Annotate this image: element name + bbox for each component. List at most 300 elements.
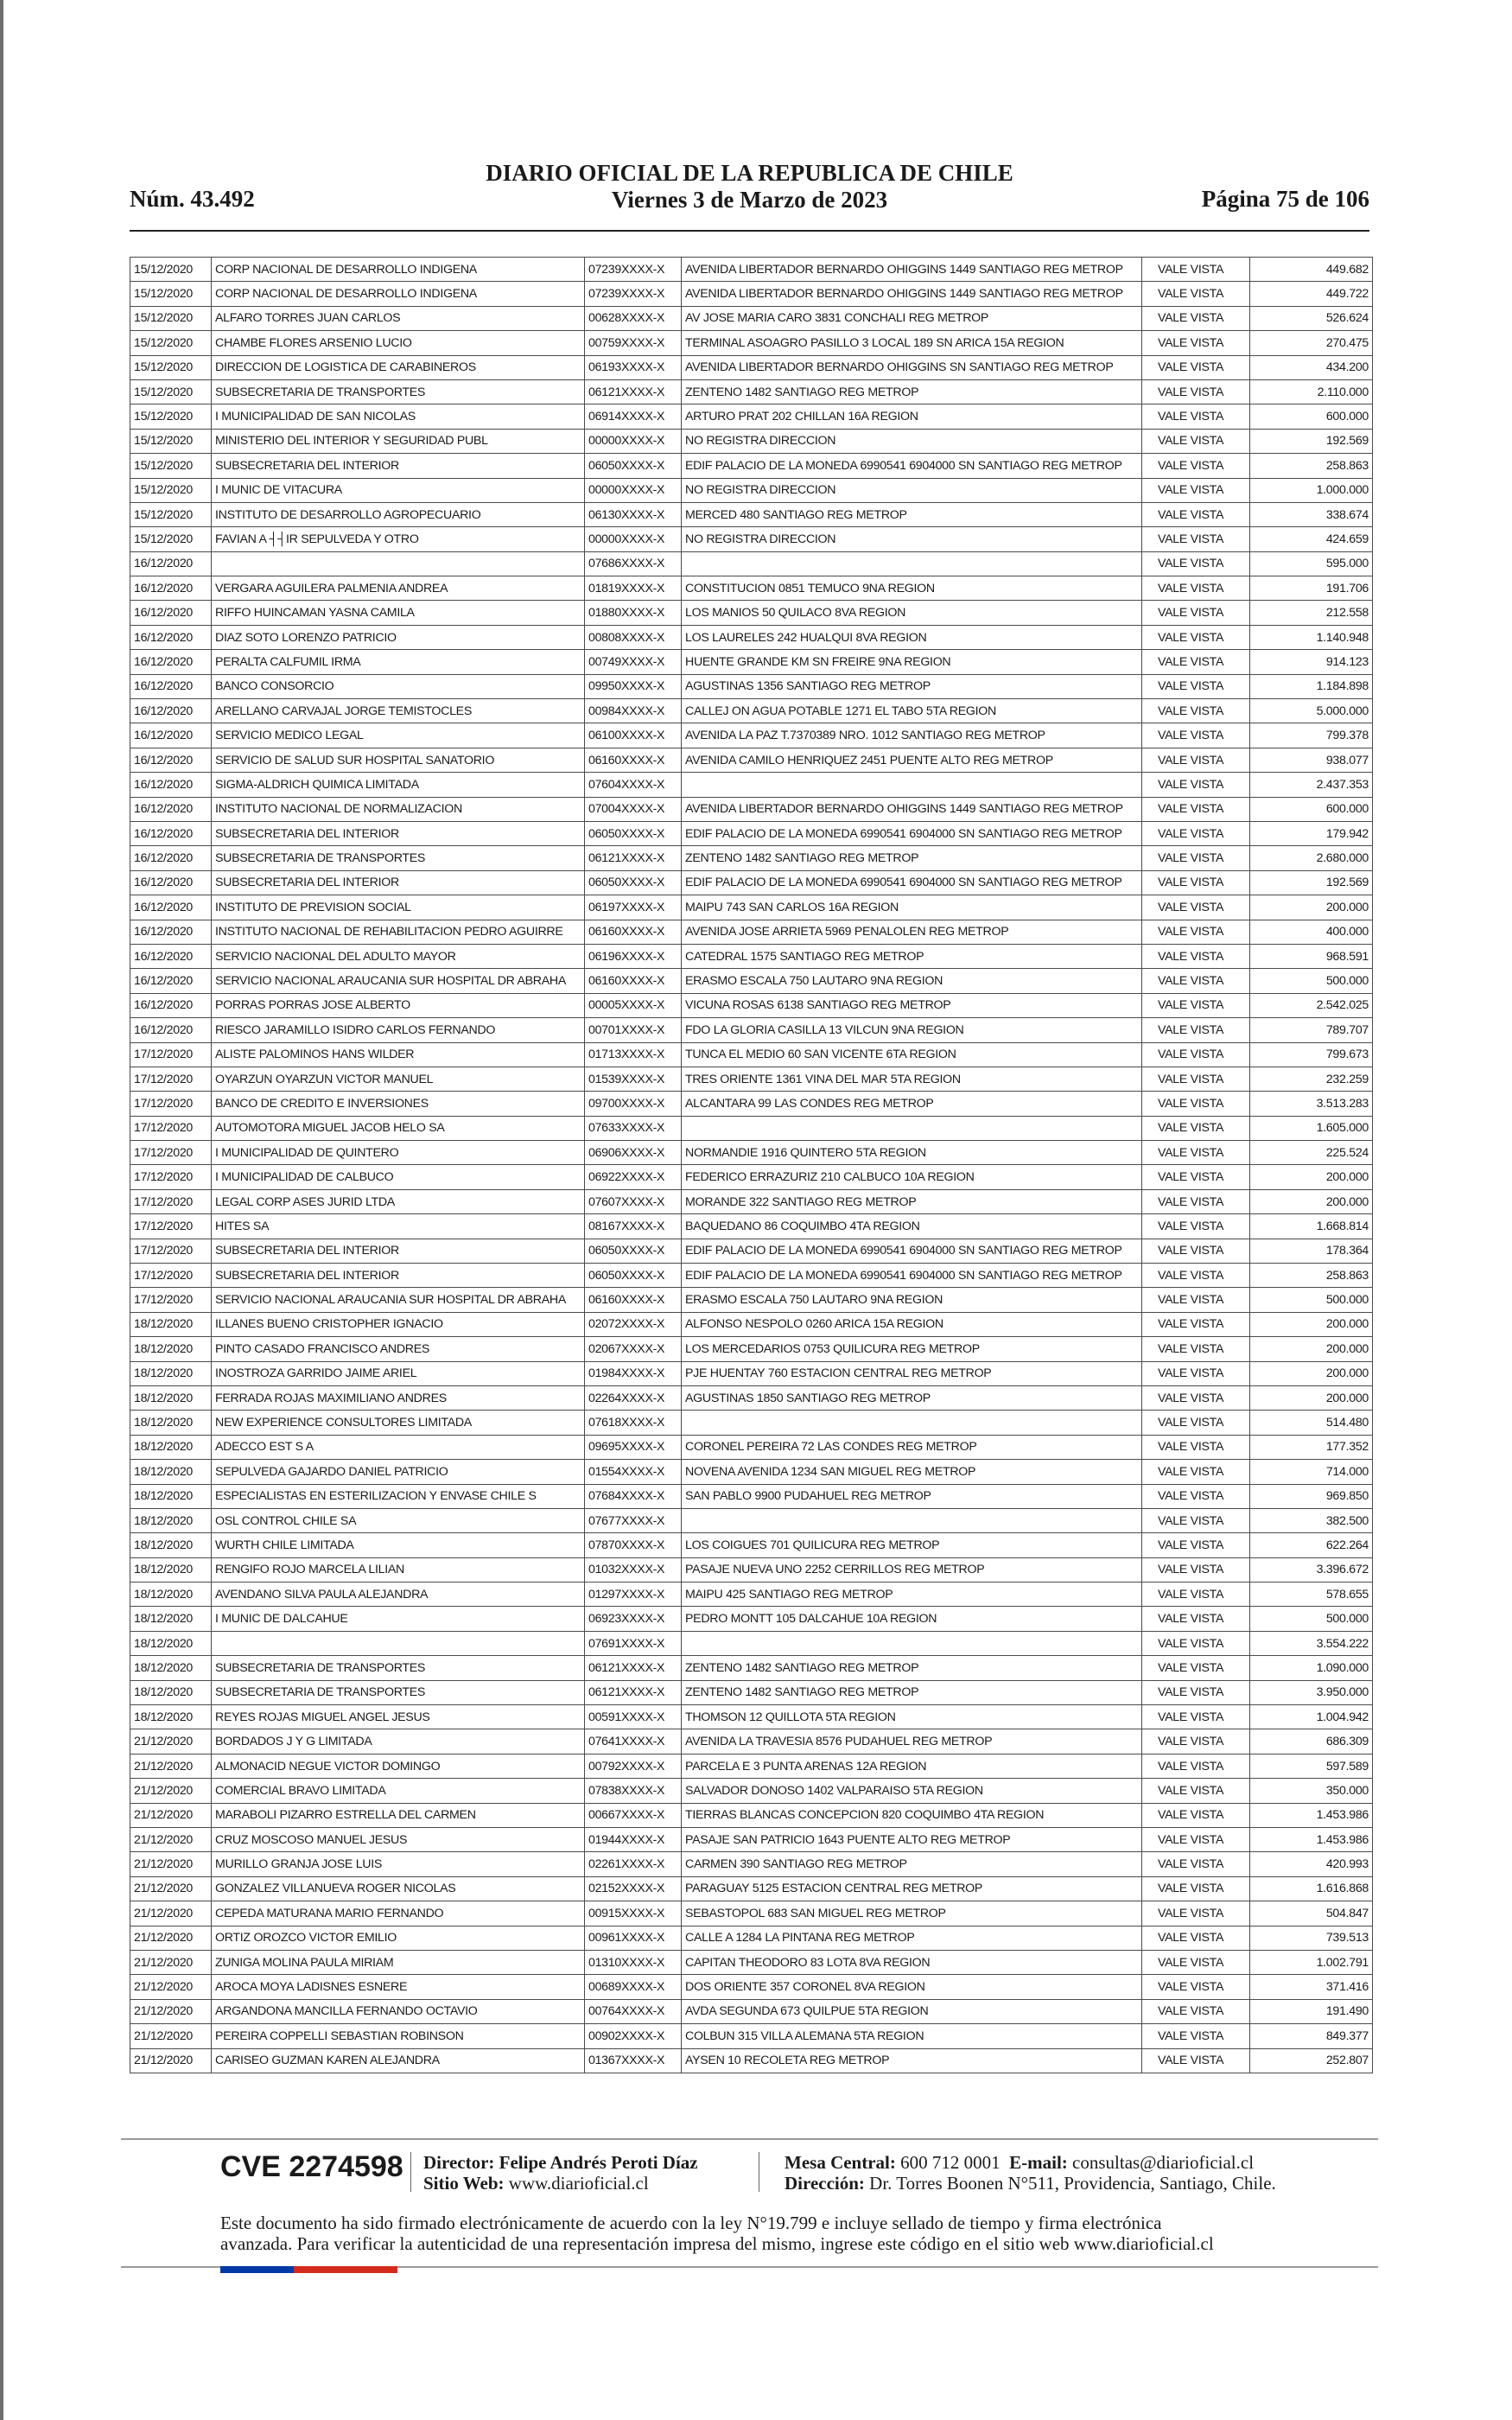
date-cell: 18/12/2020 — [130, 1680, 212, 1704]
website-link[interactable]: www.diarioficial.cl — [508, 2173, 649, 2194]
date-cell: 16/12/2020 — [130, 723, 212, 748]
date-cell: 16/12/2020 — [130, 773, 212, 797]
date-cell: 18/12/2020 — [130, 1533, 212, 1557]
table-row — [130, 1729, 1373, 1754]
payment-type-cell: VALE VISTA — [1142, 1411, 1250, 1435]
name-cell — [212, 1631, 585, 1655]
date-cell: 15/12/2020 — [130, 331, 212, 355]
payment-type-cell: VALE VISTA — [1142, 674, 1250, 698]
address-cell: SAN PABLO 9900 PUDAHUEL REG METROP — [682, 1484, 1142, 1508]
date-cell: 16/12/2020 — [130, 993, 212, 1017]
table-row — [130, 478, 1373, 502]
table-row — [130, 1411, 1373, 1435]
address-cell: CATEDRAL 1575 SANTIAGO REG METROP — [682, 944, 1142, 968]
table-row — [130, 870, 1373, 895]
rut-cell: 01032XXXX-X — [585, 1557, 682, 1582]
name-cell: SUBSECRETARIA DE TRANSPORTES — [212, 1656, 585, 1680]
date-cell: 16/12/2020 — [130, 576, 212, 601]
amount-cell: 500.000 — [1250, 1607, 1373, 1631]
address-cell: MAIPU 743 SAN CARLOS 16A REGION — [682, 895, 1142, 920]
rut-cell: 06160XXXX-X — [585, 1288, 682, 1312]
date-cell: 16/12/2020 — [130, 551, 212, 576]
rut-cell: 01713XXXX-X — [585, 1042, 682, 1067]
date-cell: 17/12/2020 — [130, 1214, 212, 1239]
payment-type-cell: VALE VISTA — [1142, 969, 1250, 993]
date-cell: 15/12/2020 — [130, 502, 212, 526]
name-cell: AUTOMOTORA MIGUEL JACOB HELO SA — [212, 1116, 585, 1140]
table-row — [130, 674, 1373, 698]
amount-cell: 3.950.000 — [1250, 1680, 1373, 1704]
name-cell: OSL CONTROL CHILE SA — [212, 1508, 585, 1532]
rut-cell: 07684XXXX-X — [585, 1484, 682, 1508]
amount-cell: 2.110.000 — [1250, 379, 1373, 404]
rut-cell: 06160XXXX-X — [585, 748, 682, 772]
table-row — [130, 1975, 1373, 1999]
table-row — [130, 331, 1373, 355]
address-cell: ZENTENO 1482 SANTIAGO REG METROP — [682, 846, 1142, 870]
address-cell: AV JOSE MARIA CARO 3831 CONCHALI REG METROP — [682, 306, 1142, 330]
address-cell: PASAJE NUEVA UNO 2252 CERRILLOS REG METROP — [682, 1557, 1142, 1582]
address-cell: VICUNA ROSAS 6138 SANTIAGO REG METROP — [682, 993, 1142, 1017]
rut-cell: 06197XXXX-X — [585, 895, 682, 920]
amount-cell: 212.558 — [1250, 601, 1373, 625]
table-row — [130, 1926, 1373, 1950]
amount-cell: 3.554.222 — [1250, 1631, 1373, 1655]
payment-type-cell: VALE VISTA — [1142, 1361, 1250, 1385]
date-cell: 16/12/2020 — [130, 625, 212, 649]
payment-type-cell: VALE VISTA — [1142, 1239, 1250, 1263]
header-divider — [130, 230, 1369, 232]
address-cell: LOS LAURELES 242 HUALQUI 8VA REGION — [682, 625, 1142, 649]
amount-cell: 434.200 — [1250, 355, 1373, 379]
rut-cell: 06121XXXX-X — [585, 1656, 682, 1680]
rut-cell: 01297XXXX-X — [585, 1583, 682, 1607]
date-cell: 16/12/2020 — [130, 748, 212, 772]
payment-type-cell: VALE VISTA — [1142, 1460, 1250, 1484]
date-cell: 17/12/2020 — [130, 1116, 212, 1140]
address-cell: ZENTENO 1482 SANTIAGO REG METROP — [682, 1656, 1142, 1680]
address-cell — [682, 551, 1142, 576]
amount-cell: 622.264 — [1250, 1533, 1373, 1557]
rut-cell: 07686XXXX-X — [585, 551, 682, 576]
table-row — [130, 625, 1373, 649]
name-cell: SUBSECRETARIA DEL INTERIOR — [212, 454, 585, 478]
amount-cell: 600.000 — [1250, 797, 1373, 821]
date-cell: 18/12/2020 — [130, 1557, 212, 1582]
payment-type-cell: VALE VISTA — [1142, 527, 1250, 551]
payment-type-cell: VALE VISTA — [1142, 1876, 1250, 1901]
name-cell: CRUZ MOSCOSO MANUEL JESUS — [212, 1828, 585, 1852]
table-row — [130, 306, 1373, 330]
table-row — [130, 748, 1373, 772]
payment-type-cell: VALE VISTA — [1142, 1754, 1250, 1778]
date-cell: 21/12/2020 — [130, 1926, 212, 1950]
payment-type-cell: VALE VISTA — [1142, 1852, 1250, 1876]
name-cell: SERVICIO NACIONAL ARAUCANIA SUR HOSPITAL DR ABRAHA — [212, 1288, 585, 1312]
date-cell: 16/12/2020 — [130, 674, 212, 698]
name-cell: ORTIZ OROZCO VICTOR EMILIO — [212, 1926, 585, 1950]
rut-cell: 06050XXXX-X — [585, 870, 682, 895]
date-cell: 18/12/2020 — [130, 1508, 212, 1532]
name-cell: BANCO DE CREDITO E INVERSIONES — [212, 1092, 585, 1116]
name-cell: SUBSECRETARIA DEL INTERIOR — [212, 870, 585, 895]
table-row — [130, 773, 1373, 797]
address-cell: LOS COIGUES 701 QUILICURA REG METROP — [682, 1533, 1142, 1557]
amount-cell: 191.706 — [1250, 576, 1373, 601]
payment-type-cell: VALE VISTA — [1142, 576, 1250, 601]
date-cell: 18/12/2020 — [130, 1385, 212, 1410]
address-cell: EDIF PALACIO DE LA MONEDA 6990541 6904000 SN SANTIAGO REG METROP — [682, 870, 1142, 895]
amount-cell: 739.513 — [1250, 1926, 1373, 1950]
rut-cell: 07618XXXX-X — [585, 1411, 682, 1435]
name-cell: I MUNICIPALIDAD DE CALBUCO — [212, 1165, 585, 1189]
date-cell: 16/12/2020 — [130, 944, 212, 968]
name-cell: I MUNIC DE DALCAHUE — [212, 1607, 585, 1631]
address-cell: THOMSON 12 QUILLOTA 5TA REGION — [682, 1705, 1142, 1729]
table-row — [130, 2048, 1373, 2073]
table-row — [130, 1214, 1373, 1239]
payments-table-container — [130, 257, 1372, 2073]
address-label: Dirección: — [785, 2173, 865, 2194]
payment-type-cell: VALE VISTA — [1142, 944, 1250, 968]
payment-type-cell: VALE VISTA — [1142, 1828, 1250, 1852]
address-cell: ALCANTARA 99 LAS CONDES REG METROP — [682, 1092, 1142, 1116]
table-row — [130, 1239, 1373, 1263]
table-row — [130, 895, 1373, 920]
rut-cell: 06193XXXX-X — [585, 355, 682, 379]
rut-cell: 07641XXXX-X — [585, 1729, 682, 1754]
table-row — [130, 650, 1373, 674]
payment-type-cell: VALE VISTA — [1142, 1803, 1250, 1827]
table-row — [130, 502, 1373, 526]
name-cell: ESPECIALISTAS EN ESTERILIZACION Y ENVASE CHILE S — [212, 1484, 585, 1508]
amount-cell: 191.490 — [1250, 1999, 1373, 2023]
payment-type-cell: VALE VISTA — [1142, 1533, 1250, 1557]
address-cell: COLBUN 315 VILLA ALEMANA 5TA REGION — [682, 2024, 1142, 2048]
email-link[interactable]: consultas@diarioficial.cl — [1072, 2152, 1255, 2173]
table-row — [130, 993, 1373, 1017]
address-cell: TUNCA EL MEDIO 60 SAN VICENTE 6TA REGION — [682, 1042, 1142, 1067]
table-row — [130, 282, 1373, 306]
address-cell: ZENTENO 1482 SANTIAGO REG METROP — [682, 379, 1142, 404]
table-row — [130, 1141, 1373, 1165]
table-row — [130, 1092, 1373, 1116]
address-cell: CAPITAN THEODORO 83 LOTA 8VA REGION — [682, 1950, 1142, 1974]
amount-cell: 338.674 — [1250, 502, 1373, 526]
name-cell: SUBSECRETARIA DEL INTERIOR — [212, 821, 585, 845]
amount-cell: 200.000 — [1250, 1337, 1373, 1361]
rut-cell: 06196XXXX-X — [585, 944, 682, 968]
amount-cell: 600.000 — [1250, 404, 1373, 429]
amount-cell: 514.480 — [1250, 1411, 1373, 1435]
payment-type-cell: VALE VISTA — [1142, 282, 1250, 306]
payment-type-cell: VALE VISTA — [1142, 1607, 1250, 1631]
date-cell: 21/12/2020 — [130, 1975, 212, 1999]
table-row — [130, 1901, 1373, 1926]
name-cell: CEPEDA MATURANA MARIO FERNANDO — [212, 1901, 585, 1926]
name-cell: FAVIAN A ┤┤IR SEPULVEDA Y OTRO — [212, 527, 585, 551]
contact-info — [785, 2152, 1276, 2194]
payment-type-cell: VALE VISTA — [1142, 429, 1250, 453]
payment-type-cell: VALE VISTA — [1142, 895, 1250, 920]
table-row — [130, 1361, 1373, 1385]
address-cell — [682, 1508, 1142, 1532]
address-value: Dr. Torres Boonen N°511, Providencia, Santiago, Chile. — [869, 2173, 1276, 2194]
name-cell: MURILLO GRANJA JOSE LUIS — [212, 1852, 585, 1876]
address-cell: NORMANDIE 1916 QUINTERO 5TA REGION — [682, 1141, 1142, 1165]
payment-type-cell: VALE VISTA — [1142, 870, 1250, 895]
name-cell: CARISEO GUZMAN KAREN ALEJANDRA — [212, 2048, 585, 2073]
rut-cell: 06160XXXX-X — [585, 920, 682, 944]
amount-cell: 420.993 — [1250, 1852, 1373, 1876]
name-cell: SEPULVEDA GAJARDO DANIEL PATRICIO — [212, 1460, 585, 1484]
table-row — [130, 551, 1373, 576]
address-cell: SEBASTOPOL 683 SAN MIGUEL REG METROP — [682, 1901, 1142, 1926]
address-cell: AVENIDA LIBERTADOR BERNARDO OHIGGINS 1449 SANTIAGO REG METROP — [682, 258, 1142, 282]
address-cell: LOS MANIOS 50 QUILACO 8VA REGION — [682, 601, 1142, 625]
table-row — [130, 355, 1373, 379]
address-cell: CALLE A 1284 LA PINTANA REG METROP — [682, 1926, 1142, 1950]
date-cell: 18/12/2020 — [130, 1435, 212, 1459]
address-cell: EDIF PALACIO DE LA MONEDA 6990541 6904000 SN SANTIAGO REG METROP — [682, 1264, 1142, 1288]
address-cell: AVENIDA LIBERTADOR BERNARDO OHIGGINS 1449 SANTIAGO REG METROP — [682, 797, 1142, 821]
page-edge — [0, 0, 3, 2420]
address-cell: AVENIDA CAMILO HENRIQUEZ 2451 PUENTE ALTO REG METROP — [682, 748, 1142, 772]
payment-type-cell: VALE VISTA — [1142, 1435, 1250, 1459]
name-cell: ILLANES BUENO CRISTOPHER IGNACIO — [212, 1312, 585, 1336]
name-cell: RENGIFO ROJO MARCELA LILIAN — [212, 1557, 585, 1582]
table-row — [130, 258, 1373, 282]
payment-type-cell: VALE VISTA — [1142, 1165, 1250, 1189]
name-cell: ALISTE PALOMINOS HANS WILDER — [212, 1042, 585, 1067]
rut-cell: 06906XXXX-X — [585, 1141, 682, 1165]
amount-cell: 1.184.898 — [1250, 674, 1373, 698]
flag-stripe-blue — [220, 2266, 294, 2273]
amount-cell: 350.000 — [1250, 1779, 1373, 1803]
amount-cell: 192.569 — [1250, 429, 1373, 453]
masthead — [130, 160, 1369, 213]
director-info — [423, 2152, 698, 2194]
amount-cell: 177.352 — [1250, 1435, 1373, 1459]
table-row — [130, 1656, 1373, 1680]
signature-notice — [220, 2213, 1344, 2254]
rut-cell: 06050XXXX-X — [585, 821, 682, 845]
name-cell: LEGAL CORP ASES JURID LTDA — [212, 1189, 585, 1213]
rut-cell: 00701XXXX-X — [585, 1018, 682, 1042]
address-cell: TRES ORIENTE 1361 VINA DEL MAR 5TA REGION — [682, 1067, 1142, 1091]
amount-cell: 799.378 — [1250, 723, 1373, 748]
rut-cell: 06050XXXX-X — [585, 1264, 682, 1288]
name-cell: AVENDANO SILVA PAULA ALEJANDRA — [212, 1583, 585, 1607]
name-cell: PINTO CASADO FRANCISCO ANDRES — [212, 1337, 585, 1361]
amount-cell: 914.123 — [1250, 650, 1373, 674]
rut-cell: 01880XXXX-X — [585, 601, 682, 625]
address-cell: CALLEJ ON AGUA POTABLE 1271 EL TABO 5TA REGION — [682, 699, 1142, 723]
name-cell: MINISTERIO DEL INTERIOR Y SEGURIDAD PUBL — [212, 429, 585, 453]
rut-cell: 00667XXXX-X — [585, 1803, 682, 1827]
page-header — [130, 160, 1369, 220]
amount-cell: 526.624 — [1250, 306, 1373, 330]
rut-cell: 00961XXXX-X — [585, 1926, 682, 1950]
cve-code: CVE 2274598 — [220, 2150, 403, 2183]
amount-cell: 5.000.000 — [1250, 699, 1373, 723]
amount-cell: 595.000 — [1250, 551, 1373, 576]
address-cell: PARAGUAY 5125 ESTACION CENTRAL REG METROP — [682, 1876, 1142, 1901]
address-cell: HUENTE GRANDE KM SN FREIRE 9NA REGION — [682, 650, 1142, 674]
date-cell: 16/12/2020 — [130, 969, 212, 993]
name-cell: BORDADOS J Y G LIMITADA — [212, 1729, 585, 1754]
amount-cell: 500.000 — [1250, 969, 1373, 993]
payment-type-cell: VALE VISTA — [1142, 1583, 1250, 1607]
amount-cell: 232.259 — [1250, 1067, 1373, 1091]
rut-cell: 06121XXXX-X — [585, 379, 682, 404]
rut-cell: 06050XXXX-X — [585, 454, 682, 478]
table-row — [130, 1754, 1373, 1778]
payment-type-cell: VALE VISTA — [1142, 699, 1250, 723]
rut-cell: 07239XXXX-X — [585, 282, 682, 306]
notice-line-1: Este documento ha sido firmado electrónicamente de acuerdo con la ley N°19.799 e incluye sellado de tiempo y firma electrónica — [220, 2213, 1162, 2233]
payment-type-cell: VALE VISTA — [1142, 1141, 1250, 1165]
amount-cell: 1.140.948 — [1250, 625, 1373, 649]
name-cell: SERVICIO DE SALUD SUR HOSPITAL SANATORIO — [212, 748, 585, 772]
date-cell: 18/12/2020 — [130, 1312, 212, 1336]
name-cell: INSTITUTO DE PREVISION SOCIAL — [212, 895, 585, 920]
payment-type-cell: VALE VISTA — [1142, 1092, 1250, 1116]
table-row — [130, 1385, 1373, 1410]
table-row — [130, 1607, 1373, 1631]
name-cell: SUBSECRETARIA DE TRANSPORTES — [212, 846, 585, 870]
address-cell: ERASMO ESCALA 750 LAUTARO 9NA REGION — [682, 1288, 1142, 1312]
date-cell: 18/12/2020 — [130, 1484, 212, 1508]
address-cell: AVENIDA LIBERTADOR BERNARDO OHIGGINS 1449 SANTIAGO REG METROP — [682, 282, 1142, 306]
amount-cell: 504.847 — [1250, 1901, 1373, 1926]
date-cell: 18/12/2020 — [130, 1337, 212, 1361]
date-cell: 17/12/2020 — [130, 1092, 212, 1116]
table-row — [130, 920, 1373, 944]
amount-cell: 200.000 — [1250, 1312, 1373, 1336]
date-cell: 15/12/2020 — [130, 355, 212, 379]
rut-cell: 07633XXXX-X — [585, 1116, 682, 1140]
name-cell: AROCA MOYA LADISNES ESNERE — [212, 1975, 585, 1999]
rut-cell: 07239XXXX-X — [585, 258, 682, 282]
name-cell: SERVICIO NACIONAL ARAUCANIA SUR HOSPITAL DR ABRAHA — [212, 969, 585, 993]
rut-cell: 00000XXXX-X — [585, 527, 682, 551]
footer-separator — [410, 2152, 411, 2192]
table-row — [130, 1950, 1373, 1974]
date-cell: 21/12/2020 — [130, 1828, 212, 1852]
name-cell: SIGMA-ALDRICH QUIMICA LIMITADA — [212, 773, 585, 797]
name-cell: FERRADA ROJAS MAXIMILIANO ANDRES — [212, 1385, 585, 1410]
table-row — [130, 1705, 1373, 1729]
table-row — [130, 1779, 1373, 1803]
rut-cell: 08167XXXX-X — [585, 1214, 682, 1239]
amount-cell: 2.437.353 — [1250, 773, 1373, 797]
date-cell: 16/12/2020 — [130, 920, 212, 944]
address-cell: FEDERICO ERRAZURIZ 210 CALBUCO 10A REGION — [682, 1165, 1142, 1189]
date-cell: 18/12/2020 — [130, 1361, 212, 1385]
amount-cell: 1.002.791 — [1250, 1950, 1373, 1974]
date-cell: 16/12/2020 — [130, 797, 212, 821]
table-row — [130, 1018, 1373, 1042]
rut-cell: 06923XXXX-X — [585, 1607, 682, 1631]
address-cell: AYSEN 10 RECOLETA REG METROP — [682, 2048, 1142, 2073]
name-cell: ADECCO EST S A — [212, 1435, 585, 1459]
amount-cell: 200.000 — [1250, 1361, 1373, 1385]
table-row — [130, 2024, 1373, 2048]
date-cell: 21/12/2020 — [130, 1876, 212, 1901]
rut-cell: 00759XXXX-X — [585, 331, 682, 355]
name-cell: VERGARA AGUILERA PALMENIA ANDREA — [212, 576, 585, 601]
rut-cell: 06130XXXX-X — [585, 502, 682, 526]
rut-cell: 00984XXXX-X — [585, 699, 682, 723]
date-cell: 17/12/2020 — [130, 1141, 212, 1165]
rut-cell: 01367XXXX-X — [585, 2048, 682, 2073]
rut-cell: 00628XXXX-X — [585, 306, 682, 330]
date-cell: 18/12/2020 — [130, 1705, 212, 1729]
rut-cell: 06922XXXX-X — [585, 1165, 682, 1189]
rut-cell: 00902XXXX-X — [585, 2024, 682, 2048]
name-cell: INOSTROZA GARRIDO JAIME ARIEL — [212, 1361, 585, 1385]
name-cell: I MUNIC DE VITACURA — [212, 478, 585, 502]
address-cell: DOS ORIENTE 357 CORONEL 8VA REGION — [682, 1975, 1142, 1999]
table-row — [130, 527, 1373, 551]
table-row — [130, 797, 1373, 821]
date-cell: 17/12/2020 — [130, 1165, 212, 1189]
amount-cell: 371.416 — [1250, 1975, 1373, 1999]
amount-cell: 1.616.868 — [1250, 1876, 1373, 1901]
rut-cell: 06100XXXX-X — [585, 723, 682, 748]
payment-type-cell: VALE VISTA — [1142, 1926, 1250, 1950]
name-cell — [212, 551, 585, 576]
address-cell: PJE HUENTAY 760 ESTACION CENTRAL REG METROP — [682, 1361, 1142, 1385]
table-row — [130, 1337, 1373, 1361]
date-cell: 21/12/2020 — [130, 1729, 212, 1754]
address-cell: PASAJE SAN PATRICIO 1643 PUENTE ALTO REG METROP — [682, 1828, 1142, 1852]
table-row — [130, 1165, 1373, 1189]
address-cell: AVENIDA JOSE ARRIETA 5969 PENALOLEN REG METROP — [682, 920, 1142, 944]
website-label: Sitio Web: — [423, 2173, 505, 2194]
notice-line-2: avanzada. Para verificar la autenticidad de una representación impresa del mismo, ingrese este código en el sitio web www.diarioficial.cl — [220, 2233, 1214, 2254]
rut-cell: 07870XXXX-X — [585, 1533, 682, 1557]
payments-table — [130, 257, 1373, 2073]
date-cell: 18/12/2020 — [130, 1411, 212, 1435]
name-cell: ARELLANO CARVAJAL JORGE TEMISTOCLES — [212, 699, 585, 723]
date-cell: 16/12/2020 — [130, 650, 212, 674]
date-cell: 15/12/2020 — [130, 404, 212, 429]
rut-cell: 00005XXXX-X — [585, 993, 682, 1017]
amount-cell: 1.004.942 — [1250, 1705, 1373, 1729]
payment-type-cell: VALE VISTA — [1142, 306, 1250, 330]
rut-cell: 00749XXXX-X — [585, 650, 682, 674]
date-cell: 16/12/2020 — [130, 846, 212, 870]
address-cell: TERMINAL ASOAGRO PASILLO 3 LOCAL 189 SN ARICA 15A REGION — [682, 331, 1142, 355]
date-cell: 21/12/2020 — [130, 2024, 212, 2048]
rut-cell: 01554XXXX-X — [585, 1460, 682, 1484]
rut-cell: 01984XXXX-X — [585, 1361, 682, 1385]
name-cell: ALMONACID NEGUE VICTOR DOMINGO — [212, 1754, 585, 1778]
amount-cell: 270.475 — [1250, 331, 1373, 355]
payment-type-cell: VALE VISTA — [1142, 1508, 1250, 1532]
rut-cell: 02264XXXX-X — [585, 1385, 682, 1410]
amount-cell: 200.000 — [1250, 1165, 1373, 1189]
date-cell: 21/12/2020 — [130, 1901, 212, 1926]
name-cell: WURTH CHILE LIMITADA — [212, 1533, 585, 1557]
payment-type-cell: VALE VISTA — [1142, 502, 1250, 526]
rut-cell: 06914XXXX-X — [585, 404, 682, 429]
rut-cell: 07838XXXX-X — [585, 1779, 682, 1803]
payment-type-cell: VALE VISTA — [1142, 404, 1250, 429]
payment-type-cell: VALE VISTA — [1142, 1705, 1250, 1729]
